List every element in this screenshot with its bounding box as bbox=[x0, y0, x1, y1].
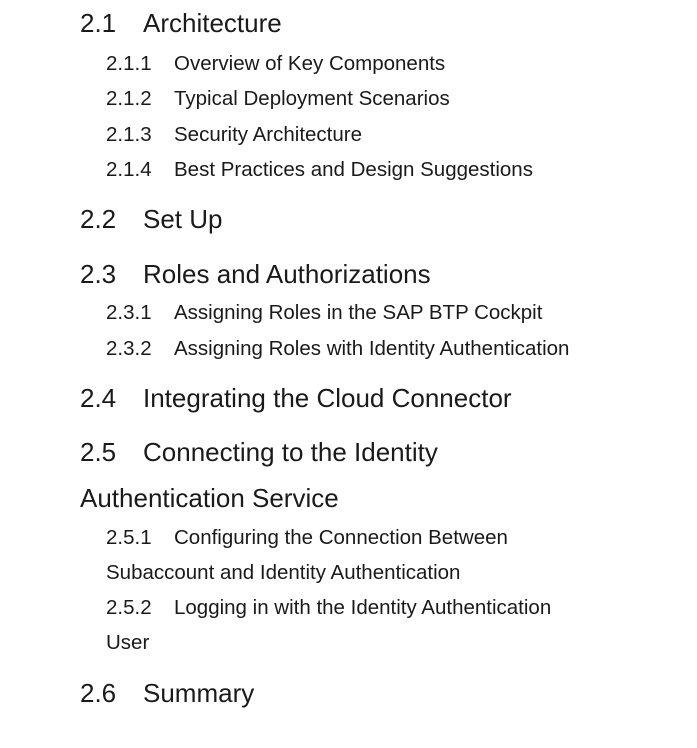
section-title: Assigning Roles in the SAP BTP Cockpit bbox=[174, 301, 543, 324]
toc-entry-2-5[interactable] bbox=[80, 439, 438, 465]
toc-entry-2-1-4[interactable] bbox=[106, 160, 533, 181]
toc-entry-2-1-2[interactable] bbox=[106, 89, 450, 110]
section-number: 2.1 bbox=[80, 8, 117, 38]
section-title: Connecting to the Identity bbox=[143, 437, 438, 467]
toc-entry-2-2[interactable] bbox=[80, 206, 223, 232]
section-title: Integrating the Cloud Connector bbox=[143, 383, 512, 413]
section-title-continued: Authentication Service bbox=[80, 483, 339, 513]
toc-entry-2-1-3[interactable] bbox=[106, 125, 362, 146]
toc-entry-2-5-continued[interactable] bbox=[80, 485, 339, 511]
section-number: 2.1.1 bbox=[106, 52, 152, 75]
section-number: 2.2 bbox=[80, 204, 117, 234]
toc-entry-2-5-2[interactable] bbox=[106, 598, 551, 619]
section-title: Logging in with the Identity Authentication bbox=[174, 596, 552, 619]
toc-entry-2-5-2-continued[interactable] bbox=[106, 633, 149, 654]
section-number: 2.5.2 bbox=[106, 596, 152, 619]
section-title: Typical Deployment Scenarios bbox=[174, 87, 450, 110]
section-title: Architecture bbox=[143, 8, 282, 38]
section-number: 2.1.3 bbox=[106, 123, 152, 146]
toc-entry-2-1[interactable] bbox=[80, 10, 282, 36]
section-number: 2.3.1 bbox=[106, 301, 152, 324]
section-number: 2.5.1 bbox=[106, 526, 152, 549]
section-title: Summary bbox=[143, 678, 255, 708]
section-title-continued: User bbox=[106, 631, 150, 654]
toc-entry-2-5-1[interactable] bbox=[106, 528, 508, 549]
section-number: 2.3 bbox=[80, 259, 117, 289]
toc-entry-2-5-1-continued[interactable] bbox=[106, 563, 460, 584]
section-title: Security Architecture bbox=[174, 123, 362, 146]
section-title: Assigning Roles with Identity Authentication bbox=[174, 337, 570, 360]
toc-entry-2-1-1[interactable] bbox=[106, 54, 445, 75]
toc-entry-2-3-2[interactable] bbox=[106, 339, 569, 360]
toc-entry-2-3[interactable] bbox=[80, 261, 431, 287]
toc-entry-2-3-1[interactable] bbox=[106, 303, 542, 324]
section-title: Configuring the Connection Between bbox=[174, 526, 508, 549]
section-number: 2.6 bbox=[80, 678, 117, 708]
section-number: 2.3.2 bbox=[106, 337, 152, 360]
section-number: 2.1.4 bbox=[106, 158, 152, 181]
section-title: Overview of Key Components bbox=[174, 52, 446, 75]
section-title: Set Up bbox=[143, 204, 223, 234]
section-number: 2.4 bbox=[80, 383, 117, 413]
section-title: Roles and Authorizations bbox=[143, 259, 431, 289]
toc-entry-2-4[interactable] bbox=[80, 385, 512, 411]
toc-entry-2-6[interactable] bbox=[80, 680, 254, 706]
section-number: 2.1.2 bbox=[106, 87, 152, 110]
section-title: Best Practices and Design Suggestions bbox=[174, 158, 533, 181]
section-number: 2.5 bbox=[80, 437, 117, 467]
section-title-continued: Subaccount and Identity Authentication bbox=[106, 561, 461, 584]
